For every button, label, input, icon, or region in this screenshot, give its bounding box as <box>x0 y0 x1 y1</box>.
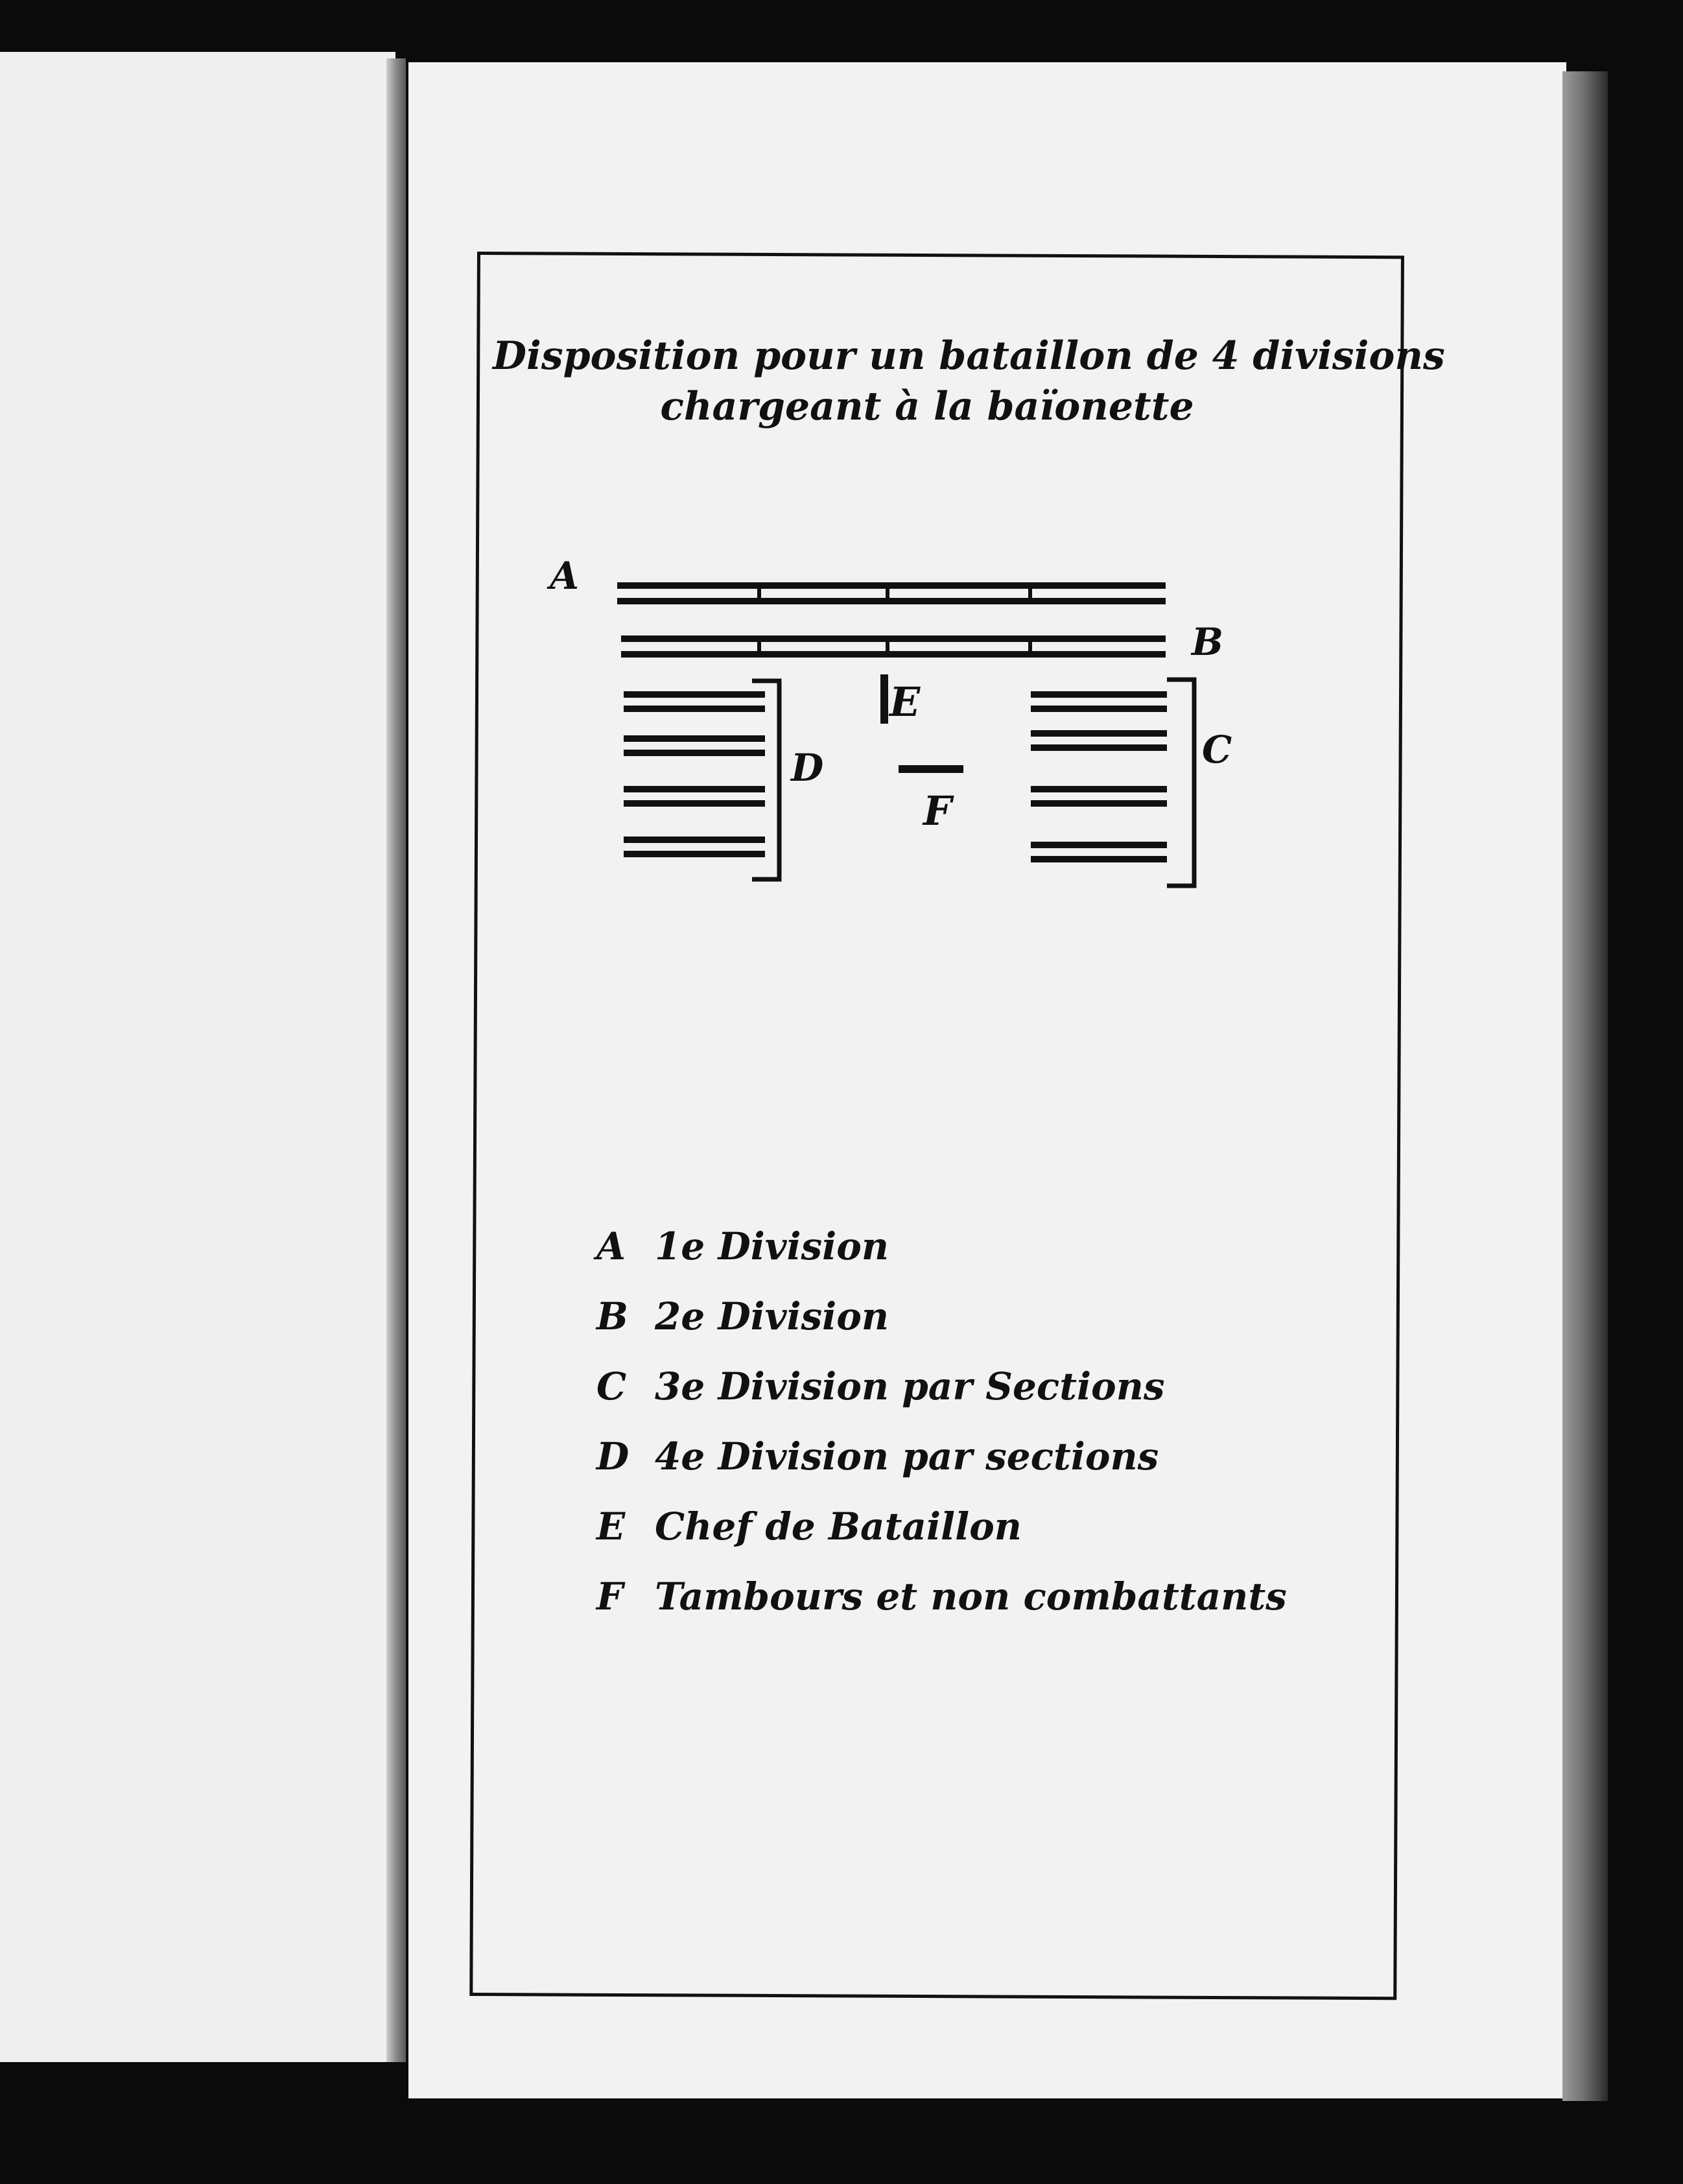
division-a <box>617 582 1166 604</box>
division-b-rank-2 <box>621 651 1166 658</box>
division-d <box>624 681 779 879</box>
section-bar <box>1031 730 1167 737</box>
legend-key: D <box>596 1434 630 1478</box>
division-b-rank-1 <box>621 635 1166 642</box>
section-bar <box>1031 842 1167 848</box>
legend-key: E <box>596 1504 626 1549</box>
legend-text: 2e Division <box>655 1294 889 1338</box>
division-b-separator <box>1028 635 1032 658</box>
legend-item <box>596 1281 1287 1351</box>
label-b: B <box>1192 620 1224 664</box>
tambours-marker <box>899 765 963 773</box>
legend-text: 3e Division par Sections <box>655 1364 1165 1408</box>
division-a-separator <box>886 582 889 604</box>
division-a-rank-1 <box>617 582 1166 589</box>
legend-text: 1e Division <box>655 1224 889 1268</box>
legend-item <box>596 1421 1287 1491</box>
section-bar <box>624 800 765 807</box>
chef-de-bataillon-marker <box>880 674 888 724</box>
legend-text: Chef de Bataillon <box>655 1504 1022 1549</box>
section-bar <box>624 750 765 756</box>
title-line-1: Disposition pour un bataillon de 4 divisions <box>493 333 1445 379</box>
legend-item <box>596 1211 1287 1281</box>
division-a-separator <box>1028 582 1032 604</box>
division-b-separator <box>886 635 889 658</box>
legend-key: C <box>596 1364 627 1408</box>
legend-item <box>596 1491 1287 1561</box>
division-c <box>1031 680 1194 886</box>
section-bar <box>1031 706 1167 712</box>
title-line-2: chargeant à la baïonette <box>660 384 1194 429</box>
legend-key: A <box>596 1224 626 1268</box>
section-bar <box>1031 691 1167 698</box>
section-bar <box>1031 744 1167 751</box>
section-bar <box>624 706 765 712</box>
legend-text: 4e Division par sections <box>655 1434 1159 1478</box>
section-bar <box>624 691 765 698</box>
section-bar <box>1031 786 1167 792</box>
legend <box>596 1211 1287 1632</box>
legend-key: F <box>596 1574 624 1619</box>
label-f: F <box>923 787 952 835</box>
division-a-rank-2 <box>617 598 1166 604</box>
section-bar <box>624 851 765 857</box>
section-bar <box>1031 856 1167 862</box>
legend-item <box>596 1561 1287 1632</box>
section-bar <box>624 735 765 742</box>
label-a: A <box>550 554 580 598</box>
division-b-separator <box>757 635 761 658</box>
division-a-separator <box>757 582 761 604</box>
section-bar <box>624 837 765 843</box>
legend-key: B <box>596 1294 629 1338</box>
legend-text: Tambours et non combattants <box>655 1574 1287 1619</box>
division-c-bracket <box>1167 680 1194 886</box>
section-bar <box>1031 800 1167 807</box>
label-e: E <box>889 678 921 726</box>
label-c: C <box>1202 728 1232 772</box>
legend-item <box>596 1351 1287 1421</box>
division-b <box>621 635 1166 658</box>
section-bar <box>624 786 765 792</box>
label-d: D <box>791 746 824 790</box>
